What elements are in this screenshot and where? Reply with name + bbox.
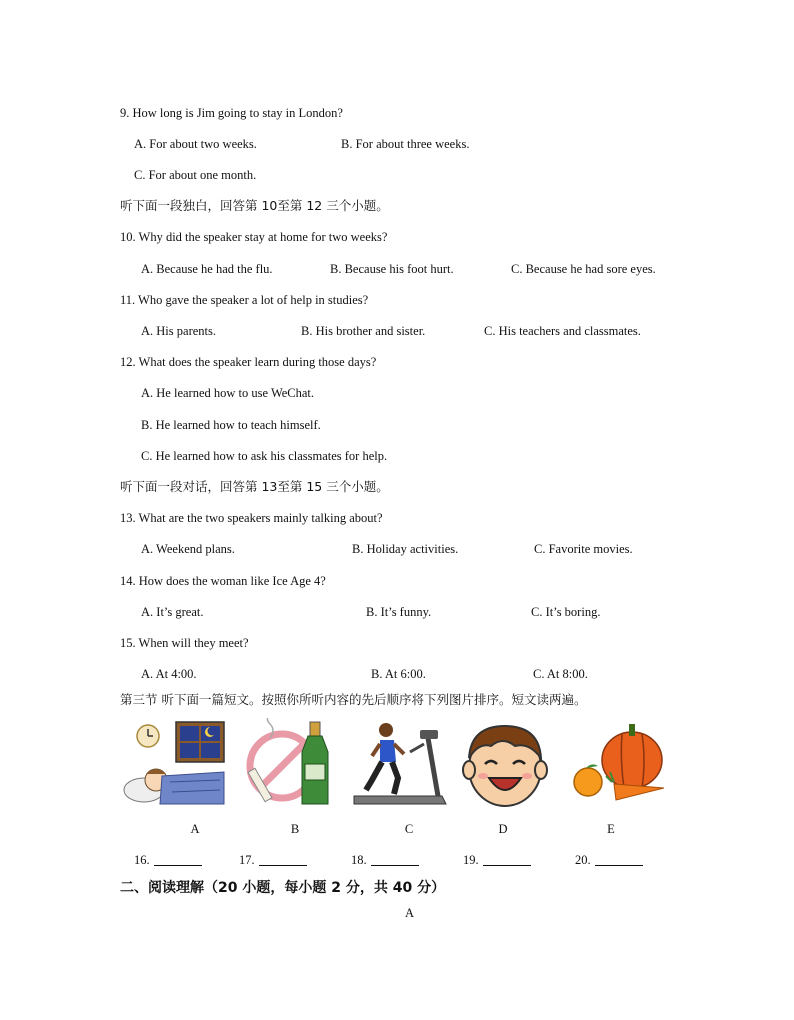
answer-blank-17[interactable] [239, 853, 307, 868]
blank-number: 16. [134, 853, 150, 867]
passage-label: A [405, 906, 415, 920]
q15-option-a: A. At 4:00. [141, 667, 197, 681]
q14-option-b: B. It’s funny. [366, 605, 432, 619]
dialogue-instruction: 听下面一段对话，回答第 13至第 15 三个小题。 [120, 479, 389, 494]
picture-label-e: E [607, 822, 615, 836]
blank-number: 20. [575, 853, 591, 867]
q9-option-b: B. For about three weeks. [341, 137, 470, 151]
question-10: 10. Why did the speaker stay at home for two weeks? [120, 230, 388, 244]
fruit-vegetables-icon [566, 718, 672, 808]
answer-blank-19[interactable] [463, 853, 531, 868]
blank-number: 19. [463, 853, 479, 867]
q13-option-b: B. Holiday activities. [352, 542, 459, 556]
blank-line [483, 853, 531, 866]
question-11: 11. Who gave the speaker a lot of help in studies? [120, 293, 369, 307]
question-9: 9. How long is Jim going to stay in London? [120, 106, 343, 120]
q10-option-c: C. Because he had sore eyes. [511, 262, 656, 276]
blank-line [259, 853, 307, 866]
blank-line [595, 853, 643, 866]
question-14: 14. How does the woman like Ice Age 4? [120, 574, 326, 588]
q11-option-c: C. His teachers and classmates. [484, 324, 641, 338]
blank-line [154, 853, 202, 866]
q10-option-b: B. Because his foot hurt. [330, 262, 454, 276]
question-13: 13. What are the two speakers mainly talking about? [120, 511, 383, 525]
q9-option-a: A. For about two weeks. [134, 137, 257, 151]
question-12: 12. What does the speaker learn during those days? [120, 355, 377, 369]
part-2-heading: 二、阅读理解（20 小题，每小题 2 分，共 40 分） [120, 880, 446, 896]
q12-option-c: C. He learned how to ask his classmates for help. [141, 449, 388, 463]
blank-number: 18. [351, 853, 367, 867]
q13-option-c: C. Favorite movies. [534, 542, 633, 556]
q12-option-a: A. He learned how to use WeChat. [141, 386, 315, 400]
answer-blank-20[interactable] [575, 853, 643, 868]
q9-option-c: C. For about one month. [134, 168, 257, 182]
q10-option-a: A. Because he had the flu. [141, 262, 273, 276]
monologue-instruction: 听下面一段独白，回答第 10至第 12 三个小题。 [120, 198, 389, 213]
q15-option-b: B. At 6:00. [371, 667, 426, 681]
q14-option-a: A. It’s great. [141, 605, 204, 619]
q11-option-b: B. His brother and sister. [301, 324, 426, 338]
picture-label-a: A [190, 822, 200, 836]
smiling-boy-icon [455, 718, 561, 808]
answer-blank-16[interactable] [134, 853, 202, 868]
q14-option-c: C. It’s boring. [531, 605, 601, 619]
treadmill-runner-icon [350, 718, 456, 808]
q12-option-b: B. He learned how to teach himself. [141, 418, 321, 432]
picture-label-d: D [498, 822, 508, 836]
q15-option-c: C. At 8:00. [533, 667, 588, 681]
picture-label-b: B [290, 822, 300, 836]
answer-blank-18[interactable] [351, 853, 419, 868]
no-smoking-drinking-icon [242, 718, 348, 808]
question-15: 15. When will they meet? [120, 636, 249, 650]
sleeping-in-bed-icon [120, 718, 226, 808]
section-3-instruction: 第三节 听下面一篇短文。按照你所听内容的先后顺序将下列图片排序。短文读两遍。 [120, 692, 587, 707]
picture-label-c: C [404, 822, 414, 836]
q13-option-a: A. Weekend plans. [141, 542, 235, 556]
blank-line [371, 853, 419, 866]
q11-option-a: A. His parents. [141, 324, 216, 338]
blank-number: 17. [239, 853, 255, 867]
